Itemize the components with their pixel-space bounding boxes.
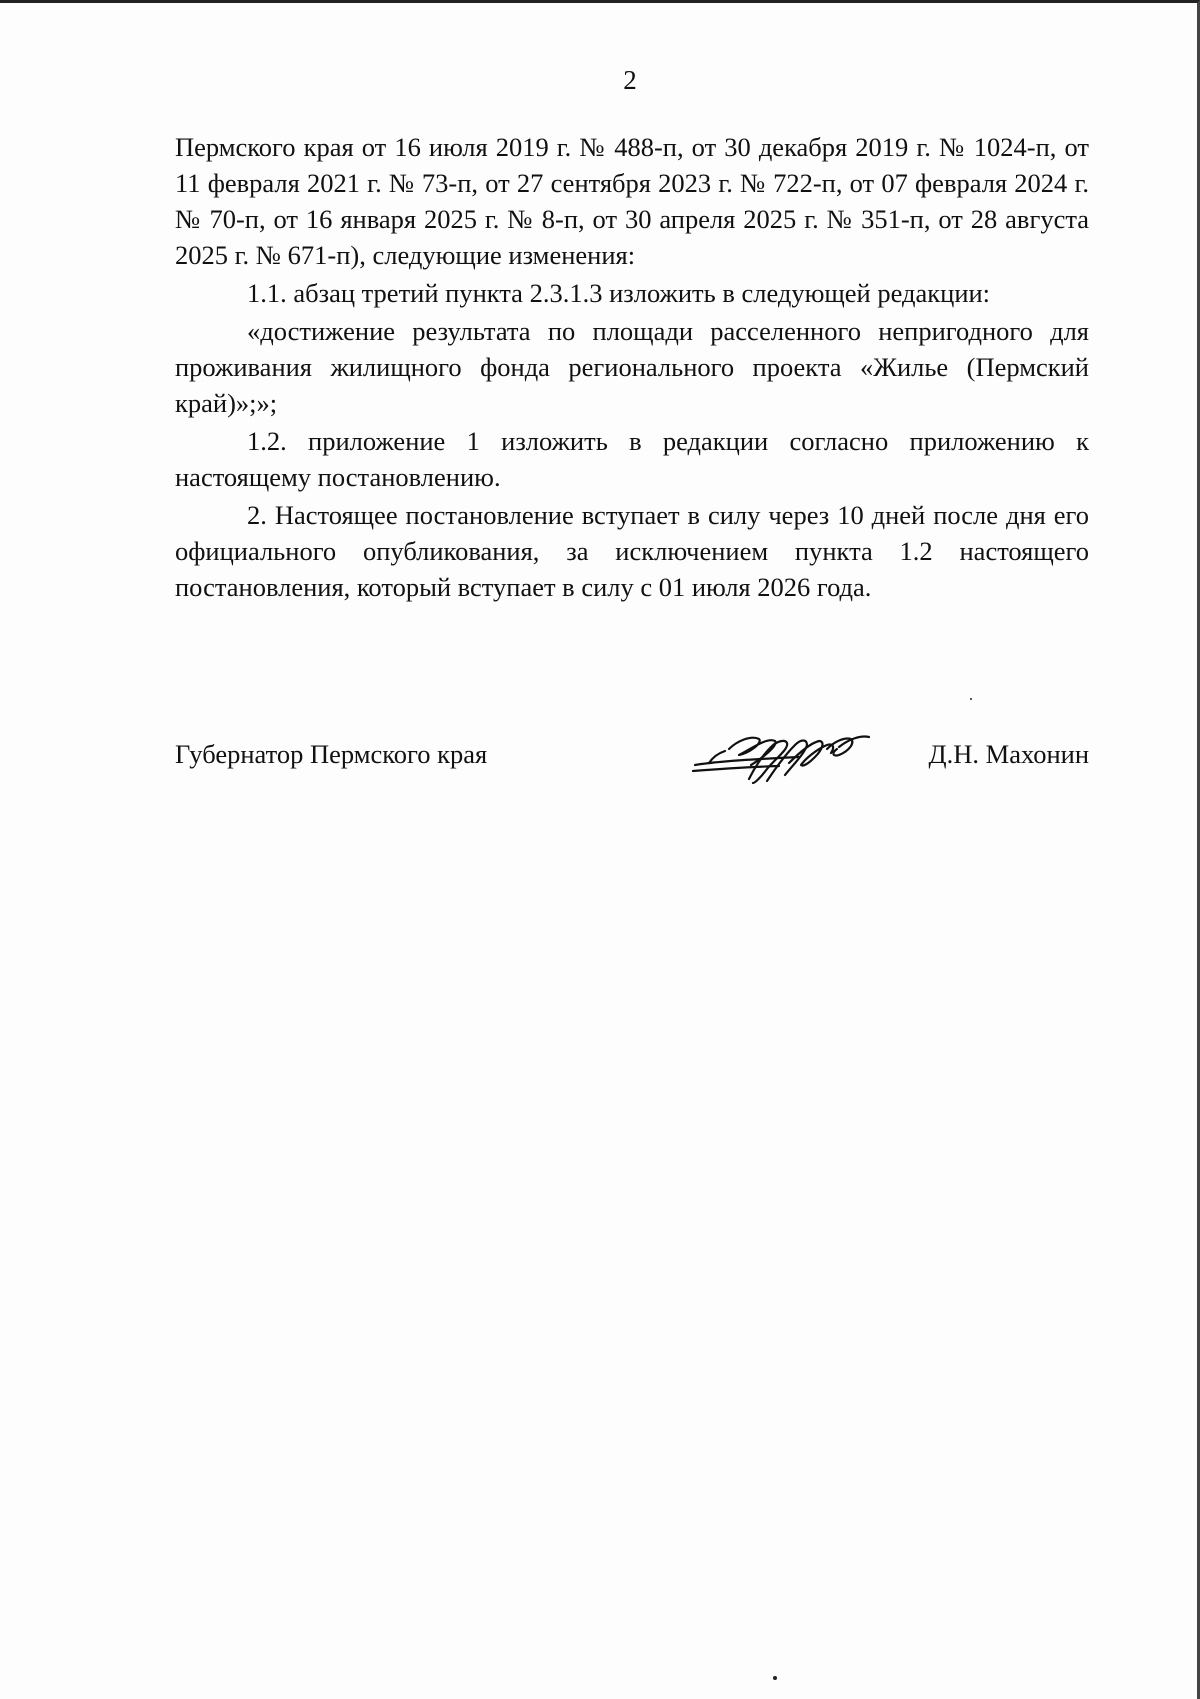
governor-title: Губернатор Пермского края	[175, 739, 488, 769]
scan-speck	[773, 1676, 777, 1680]
document-body	[175, 129, 1089, 605]
paragraph-item-1-1: 1.1. абзац третий пункта 2.3.1.3 изложить в следующей редакции:	[247, 278, 991, 308]
page-number: 2	[623, 65, 637, 95]
handwritten-signature	[689, 719, 879, 799]
scan-speck	[970, 698, 972, 700]
paragraph-item-2: 2. Настоящее постановление вступает в силу через 10 дней после дня его официального опубликования, за исключением пункта 1.2 настоящего постановления, который вступает в силу с 01 июля 2026 года.	[175, 500, 1089, 602]
paragraph-item-1-2: 1.2. приложение 1 изложить в редакции согласно приложению к настоящему постановлению.	[175, 426, 1089, 492]
signature-block	[175, 733, 1089, 803]
governor-name: Д.Н. Махонин	[928, 739, 1089, 769]
paragraph-continuation: Пермского края от 16 июля 2019 г. № 488-п, от 30 декабря 2019 г. № 1024-п, от 11 февраля 2021 г. № 73-п, от 27 сентября 2023 г. № 722-п, от 07 февраля 2024 г. № 70-п, от 16 января 2025 г. № 8-п, от 30 апреля 2025 г. № 351-п, от 28 августа 2025 г. № 671-п), следующие изменения:	[175, 132, 1089, 270]
paragraph-quote: «достижение результата по площади расселенного непригодного для проживания жилищного фонда регионального проекта «Жилье (Пермский край)»;»;	[175, 316, 1089, 418]
